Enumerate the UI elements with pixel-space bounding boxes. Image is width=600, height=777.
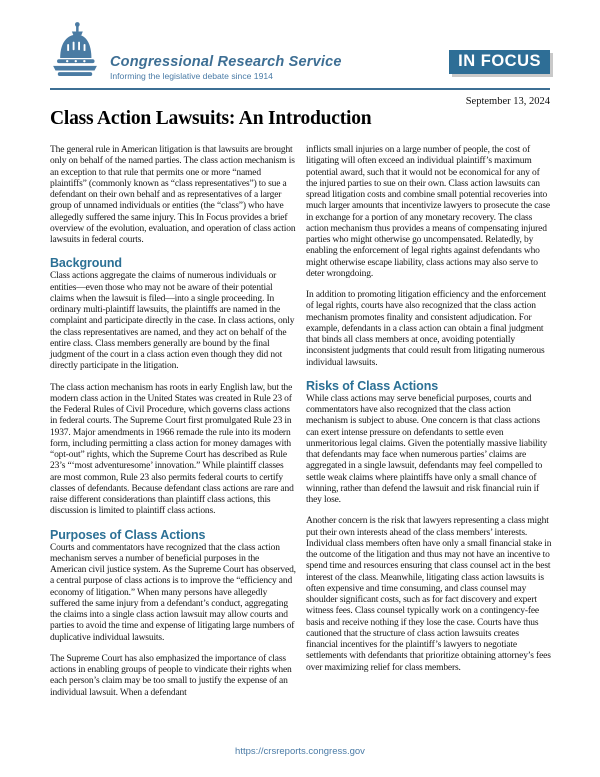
brand-title: Congressional Research Service bbox=[110, 54, 342, 70]
brand-tagline: Informing the legislative debate since 1914 bbox=[110, 71, 273, 81]
page-footer bbox=[0, 741, 600, 759]
purposes-paragraph-1: Courts and commentators have recognized that the class action mechanism serves a number of beneficial purposes in the American civil justice system. As the Supreme Court has observed, a central purpose of class actions is to improve the “efficiency and economy of litigation.” When many persons have allegedly suffered the same injury from a defendant’s conduct, aggregating the claims into a single class action lawsuit may allow courts and parties to avoid the time and expense of litigating large numbers of duplicative individual lawsuits. bbox=[50, 542, 296, 643]
purposes-paragraph-3: In addition to promoting litigation efficiency and the enforcement of legal rights, courts have also recognized that the class action mechanism promotes finality and consistent adjudication. For example, defendants in a class action can obtain a final judgment that binds all class members at once, avoiding potentially inconsistent judgments that could result from litigating numerous individual lawsuits. bbox=[306, 290, 547, 368]
left-column bbox=[50, 145, 296, 709]
capitol-dome-icon bbox=[50, 20, 100, 87]
heading-purposes: Purposes of Class Actions bbox=[50, 527, 206, 542]
heading-risks: Risks of Class Actions bbox=[306, 378, 439, 393]
body-columns bbox=[50, 145, 552, 709]
right-column bbox=[306, 145, 552, 709]
publication-date: September 13, 2024 bbox=[465, 96, 550, 107]
purposes-paragraph-continued: inflicts small injuries on a large number of people, the cost of litigating will often exceed an individual plaintiff’s maximum potential award, such that it would not be economical for any of the injured parties to sue on their own. Class action lawsuits can spread litigation costs and combine small potential recoveries into much larger amounts that incentivize lawyers to prosecute the case in exchange for a portion of any monetary recovery. The class action mechanism thus provides a means of compensating injured parties who might otherwise go uncompensated. Relatedly, by enabling the enforcement of legal rights against defendants who might otherwise escape liability, class actions may also serve to deter wrongdoing. bbox=[306, 145, 550, 279]
background-paragraph-2: The class action mechanism has roots in early English law, but the modern class action in the United States was created in Rule 23 of the Federal Rules of Civil Procedure, which governs class actions in federal courts. The Supreme Court first promulgated Rule 23 in 1937. Major amendments in 1966 remade the rule into its modern form, including permitting a class action for money damages with “opt-out” rights, which the Supreme Court has described as Rule 23’s “‘most adventuresome’ innovation.” While plaintiff classes are most common, Rule 23 also permits federal courts to certify classes of defendants. Because defendant class actions are rare and raise different considerations than plaintiff class actions, this discussion is limited to plaintiff class actions. bbox=[50, 382, 294, 517]
risks-paragraph-1: While class actions may serve beneficial purposes, courts and commentators have also recognized that the class action mechanism is subject to abuse. One concern is that class actions can exert intense pressure on defendants to settle even unmeritorious legal claims. Given the potentially massive liability that defendants may face when numerous parties’ claims are aggregated in a single lawsuit, defendants may feel compelled to settle weak claims where plaintiffs have only a small chance of winning, rather than defend the lawsuit and risk financial ruin if they lose. bbox=[306, 393, 548, 505]
risks-paragraph-2: Another concern is the risk that lawyers representing a class might put their own interests ahead of the class members’ interests. Individual class members often have only a small financial stake in the outcome of the litigation and thus may not have an incentive to spend time and resources ensuring that class counsel act in the best interest of the class. Meanwhile, litigating class action lawsuits is often expensive and time consuming, and class counsel may shoulder significant costs, such as for fact discovery and expert witness fees. Class counsel typically work on a contingency-fee basis and receive nothing if they lose the case. Courts have thus cautioned that the structure of class action lawsuits creates financial incentives for the plaintiff’s lawyers to negotiate settlements with defendants that prioritize obtaining attorney’s fees over maximizing relief for class members. bbox=[306, 516, 552, 673]
page-title: Class Action Lawsuits: An Introduction bbox=[50, 108, 372, 129]
header-divider bbox=[50, 88, 550, 90]
in-focus-badge: IN FOCUS bbox=[449, 50, 550, 74]
crs-brand bbox=[50, 20, 342, 87]
crs-reports-link[interactable]: https://crsreports.congress.gov bbox=[235, 746, 365, 757]
purposes-paragraph-2: The Supreme Court has also emphasized the importance of class actions in enabling groups of people to vindicate their rights when each person’s claim may be too small to justify the expense of an individual lawsuit. When a defendant bbox=[50, 653, 292, 698]
heading-background: Background bbox=[50, 256, 122, 271]
background-paragraph-1: Class actions aggregate the claims of numerous individuals or entities—even those who may not be aware of their potential claims when the lawsuit is filed—into a single proceeding. In ordinary multi-plaintiff lawsuits, the plaintiffs are named in the complaint and participate directly in the case. In class actions, only the class representatives are named, and they act on behalf of the entire class. Class members generally are bound by the final judgment of the court in a class action even though they did not directly participate in the litigation. bbox=[50, 271, 295, 372]
intro-paragraph: The general rule in American litigation is that lawsuits are brought only on behalf of the named parties. The class action mechanism is an exception to that rule that permits one or more “named plaintiffs” (commonly known as “class representatives”) to sue a defendant on their own behalf and as representatives of a larger group of unnamed individuals or entities (the “class”) who have allegedly suffered the same injury. This In Focus provides a brief overview of the evolution, evaluation, and operation of class action lawsuits in federal courts. bbox=[50, 145, 296, 245]
